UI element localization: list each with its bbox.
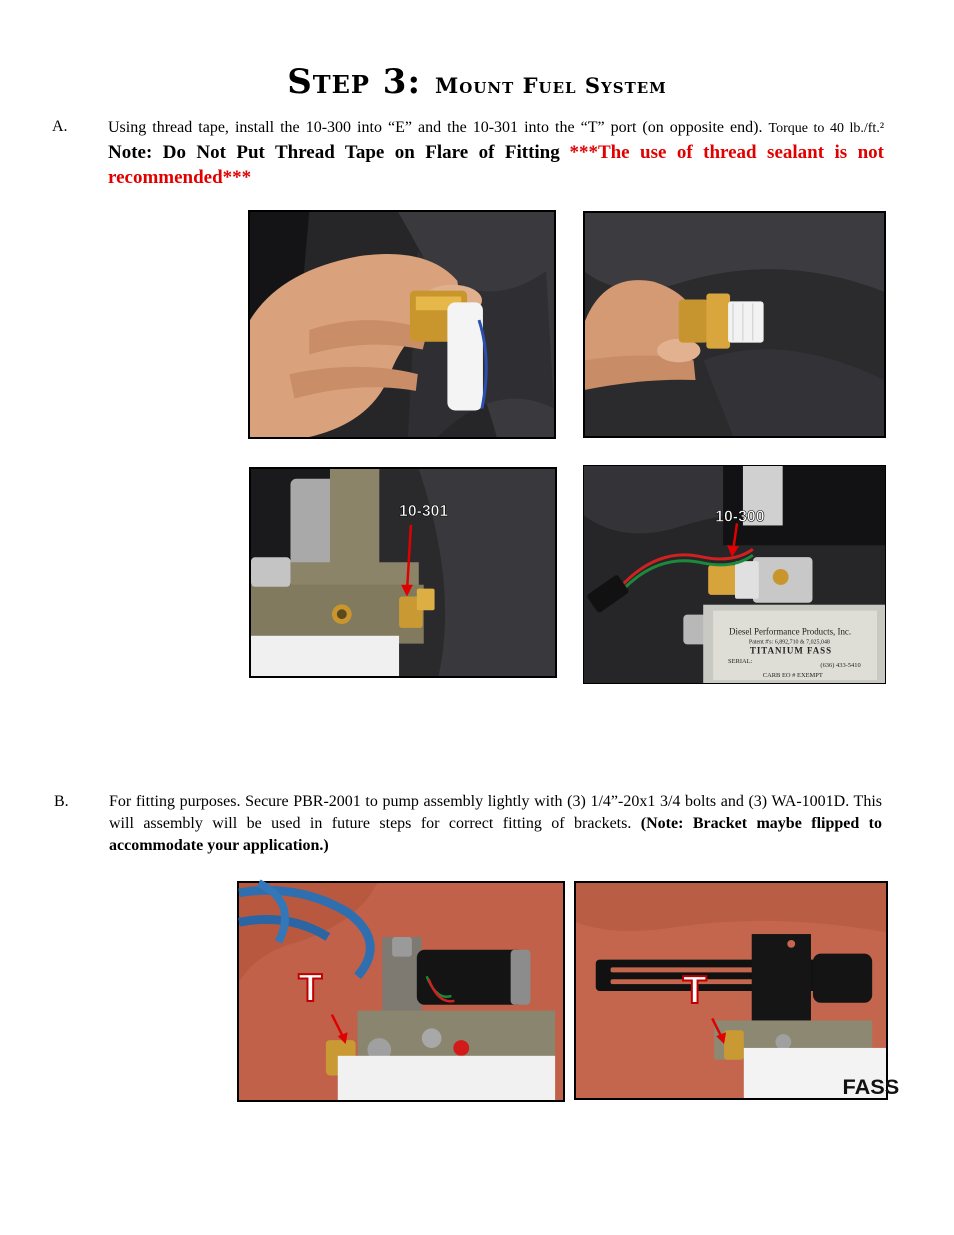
photo-pump-assembly-bracket — [574, 881, 900, 1100]
plate-serial: SERIAL: — [728, 658, 753, 666]
step-a-text — [108, 116, 884, 191]
step-a-warning: ***The use of thread sealant is not recommended*** — [108, 142, 884, 188]
photo-10-300-installed — [583, 465, 886, 684]
plate-patent: Patent #'s: 6,892,710 & 7,025,048 — [748, 639, 830, 646]
step-a-letter: A. — [52, 118, 68, 135]
label-10-300: 10-300 — [715, 508, 765, 526]
photo-pump-assembly-left — [237, 881, 565, 1102]
step-a-line1: Using thread tape, install the 10-300 into “E” and the 10-301 into the “T” port (on opposite end). — [108, 119, 763, 136]
svg-text:FASS: FASS — [842, 1074, 900, 1100]
step-b-body: For fitting purposes. Secure PBR-2001 to pump assembly lightly with (3) 1/4”-20x1 3/4 bolts and (3) WA-1001D. This will assembly will be used in future steps for correct fitting of brackets. — [109, 793, 882, 832]
step-b-note: (Note: Bracket maybe flipped to accommodate your application.) — [109, 815, 883, 854]
step-b-letter: B. — [54, 793, 69, 810]
label-port-t-right: T — [682, 967, 707, 1012]
label-port-t-left: T — [298, 965, 323, 1010]
plate-phone: (636) 433-5410 — [820, 662, 861, 670]
step-subtitle: Mount Fuel System — [435, 73, 667, 98]
plate-brand: TITANIUM FASS — [749, 645, 833, 656]
label-10-301: 10-301 — [399, 503, 449, 521]
step-a-note: Note: Do Not Put Thread Tape on Flare of Fitting — [108, 142, 560, 163]
plate-company: Diesel Performance Products, Inc. — [729, 626, 852, 637]
photo-thread-tape-wrapping — [248, 210, 556, 439]
step-title: Step 3: — [287, 62, 422, 102]
photo-taped-fitting — [583, 211, 886, 438]
step-b-text — [109, 791, 882, 857]
plate-carb: CARB EO # EXEMPT — [762, 672, 823, 680]
page-title — [0, 62, 954, 102]
step-a-torque: Torque to 40 lb./ft.² — [768, 121, 885, 136]
photo-10-301-installed — [249, 467, 557, 678]
